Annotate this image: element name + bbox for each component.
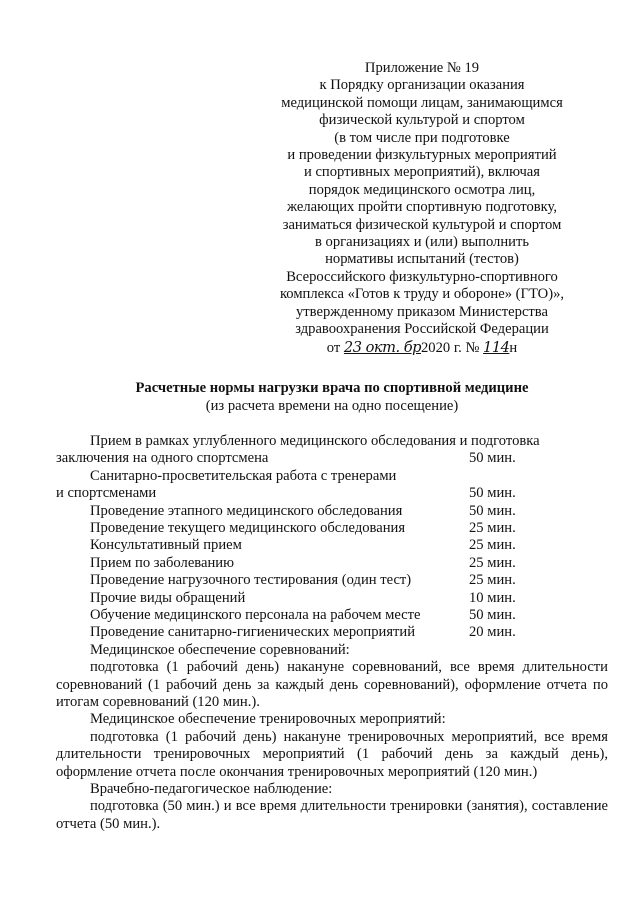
- norm-value: 50 мин.: [469, 606, 516, 623]
- norm-value: 25 мин.: [469, 519, 516, 536]
- norm-label: Прием по заболеванию: [90, 554, 234, 571]
- annex-line: Всероссийского физкультурно-спортивного: [286, 268, 558, 285]
- norm-label: Проведение санитарно-гигиенических мероприятий: [90, 624, 416, 641]
- date-prefix: от: [326, 339, 341, 356]
- section-paragraph: подготовка (1 рабочий день) накануне соревнований, все время длительности соревнований (1 рабочий день за каждый день соревнований), оформление отчета по итогам соревнований (120 мин.).: [56, 659, 608, 710]
- annex-line: физической культурой и спортом: [319, 112, 525, 129]
- section-paragraph: подготовка (1 рабочий день) накануне тренировочных мероприятий, все время длительности тренировочных мероприятий (1 рабочий день за каждый день), оформление отчета после окончания тренировочных мероприятий (120 мин.): [56, 728, 608, 780]
- norm-label: Обучение медицинского персонала на рабочем месте: [90, 606, 421, 623]
- order-number-suffix: н: [509, 339, 518, 356]
- section-title: Медицинское обеспечение соревнований:: [90, 641, 350, 658]
- norm-label: Проведение этапного медицинского обследования: [90, 502, 403, 519]
- norm-row: [56, 450, 608, 467]
- annex-line: (в том числе при подготовке: [334, 129, 510, 146]
- norm-row: [56, 433, 608, 450]
- norm-value: 50 мин.: [469, 450, 516, 467]
- document-heading: [56, 379, 608, 415]
- norm-value: 50 мин.: [469, 485, 516, 502]
- norm-label: Санитарно-просветительская работа с тренерами: [90, 467, 397, 484]
- norm-value: 25 мин.: [469, 537, 516, 554]
- document-subtitle: (из расчета времени на одно посещение): [205, 398, 459, 414]
- norm-value: 10 мин.: [469, 589, 516, 606]
- norm-label: Проведение текущего медицинского обследования: [90, 519, 406, 536]
- norm-value: 50 мин.: [469, 502, 516, 519]
- norm-row: [56, 468, 608, 485]
- order-date-line: [272, 339, 572, 357]
- norm-row: [56, 485, 608, 502]
- annex-line: комплекса «Готов к труду и обороне» (ГТО)»,: [279, 286, 565, 303]
- annex-line: в организациях и (или) выполнить: [314, 234, 529, 251]
- norm-row: [56, 607, 608, 624]
- norm-row: [56, 537, 608, 554]
- norm-label: Прочие виды обращений: [90, 589, 246, 606]
- section-title: Врачебно-педагогическое наблюдение:: [90, 780, 333, 797]
- norm-value: 25 мин.: [469, 554, 516, 571]
- handwritten-date: 23 окт. бр: [343, 338, 421, 356]
- annex-line: медицинской помощи лицам, занимающимся: [281, 94, 563, 111]
- norm-label: Консультативный прием: [90, 537, 242, 554]
- document-title: Расчетные нормы нагрузки врача по спортивной медицине: [135, 380, 529, 396]
- section-title: Медицинское обеспечение тренировочных мероприятий:: [90, 711, 446, 728]
- norm-row: [56, 520, 608, 537]
- annex-line: порядок медицинского осмотра лиц,: [308, 181, 536, 198]
- norm-label: заключения на одного спортсмена: [56, 450, 269, 467]
- annex-header: [272, 60, 572, 357]
- norm-value: 25 мин.: [469, 572, 516, 589]
- annex-line: и проведении физкультурных мероприятий: [287, 147, 557, 164]
- norm-label: и спортсменами: [56, 485, 157, 502]
- norm-row: [56, 590, 608, 607]
- annex-line: нормативы испытаний (тестов): [325, 251, 519, 268]
- date-year: 2020 г. №: [420, 339, 480, 356]
- norm-row: [56, 572, 608, 589]
- annex-line: к Порядку организации оказания: [319, 77, 525, 94]
- annex-line: заниматься физической культурой и спортом: [282, 216, 562, 233]
- annex-line: и спортивных мероприятий), включая: [303, 164, 540, 181]
- norm-value: 20 мин.: [469, 624, 516, 641]
- annex-line: здравоохранения Российской Федерации: [295, 321, 549, 338]
- norm-row: [56, 503, 608, 520]
- annex-line: утвержденному приказом Министерства: [296, 303, 548, 320]
- norm-label: Проведение нагрузочного тестирования (один тест): [90, 572, 412, 589]
- annex-line: желающих пройти спортивную подготовку,: [286, 199, 558, 216]
- annex-line: Приложение № 19: [364, 60, 480, 76]
- norm-label: Прием в рамках углубленного медицинского обследования и подготовка: [90, 433, 540, 449]
- document-body: [56, 433, 608, 833]
- norm-row: [56, 624, 608, 641]
- norm-row: [56, 555, 608, 572]
- section-paragraph: подготовка (50 мин.) и все время длительности тренировки (занятия), составление отчета (50 мин.).: [56, 798, 608, 832]
- handwritten-order-number: 114: [483, 338, 510, 356]
